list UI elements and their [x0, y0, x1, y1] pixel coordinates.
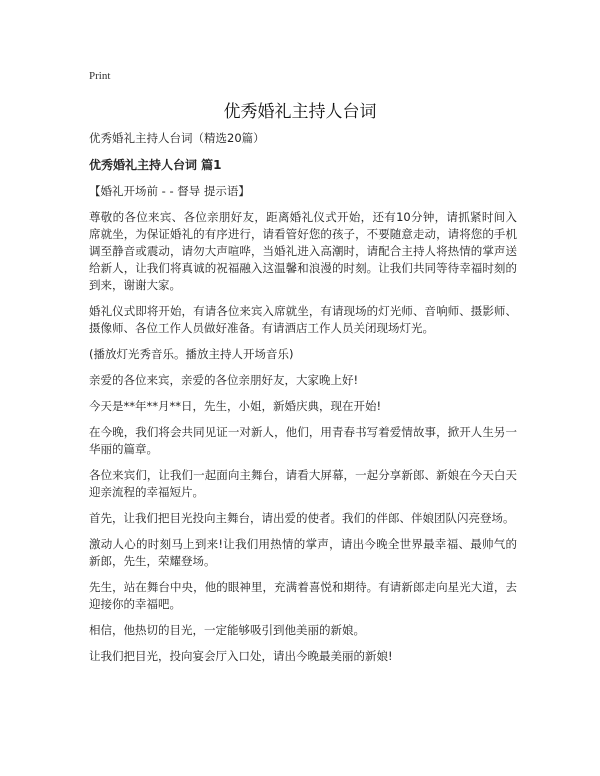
paragraph: 相信，他热切的目光，一定能够吸引到他美丽的新娘。 — [89, 623, 365, 637]
paragraph: 让我们把目光，投向宴会厅入口处，请出今晚最美丽的新娘! — [89, 649, 393, 663]
paragraph: 婚礼仪式即将开始，有请各位来宾入席就坐，有请现场的灯光师、音响师、摄影师、摄像师、各位工作人员做好准备。有请酒店工作人员关闭现场灯光。 — [89, 304, 517, 335]
paragraph: 先生，站在舞台中央，他的眼神里，充满着喜悦和期待。有请新郎走向星光大道，去迎接你的幸福吧。 — [89, 580, 517, 611]
paragraph: (播放灯光秀音乐。播放主持人开场音乐) — [89, 347, 294, 361]
paragraph: 在今晚，我们将会共同见证一对新人，他们，用青春书写着爱情故事，掀开人生另一华丽的篇章。 — [89, 425, 517, 456]
paragraph: 亲爱的各位来宾，亲爱的各位亲朋好友，大家晚上好! — [89, 373, 359, 387]
document-body — [89, 130, 517, 674]
paragraph: 首先，让我们把目光投向主舞台，请出爱的使者。我们的伴郎、伴娘团队闪亮登场。 — [89, 511, 515, 525]
paragraph: 今天是**年**月**日，先生，小姐，新婚庆典，现在开始! — [89, 399, 382, 413]
opening-label: 【婚礼开场前 - - 督导 提示语】 — [89, 184, 250, 198]
paragraph: 尊敬的各位来宾、各位亲朋好友，距离婚礼仪式开始，还有10分钟，请抓紧时间入席就坐，为保证婚礼的有序进行，请看管好您的孩子，不要随意走动，请将您的手机调至静音或震动，请勿大声喧哗，当婚礼进入高潮时，请配合主持人将热情的掌声送给新人，让我们将真诚的祝福融入这温馨和浪漫的时刻。让我们共同等待幸福时刻的到来，谢谢大家。 — [89, 210, 517, 292]
document-subtitle: 优秀婚礼主持人台词（精选20篇） — [89, 131, 265, 145]
section-heading: 优秀婚礼主持人台词 篇1 — [89, 158, 222, 172]
page-title: 优秀婚礼主持人台词 — [223, 102, 377, 122]
print-label: Print — [89, 70, 111, 82]
paragraph: 激动人心的时刻马上到来!让我们用热情的掌声，请出今晚全世界最幸福、最帅气的新郎，先生，荣耀登场。 — [89, 537, 517, 568]
paragraph: 各位来宾们，让我们一起面向主舞台，请看大屏幕，一起分享新郎、新娘在今天白天迎亲流程的幸福短片。 — [89, 468, 517, 499]
